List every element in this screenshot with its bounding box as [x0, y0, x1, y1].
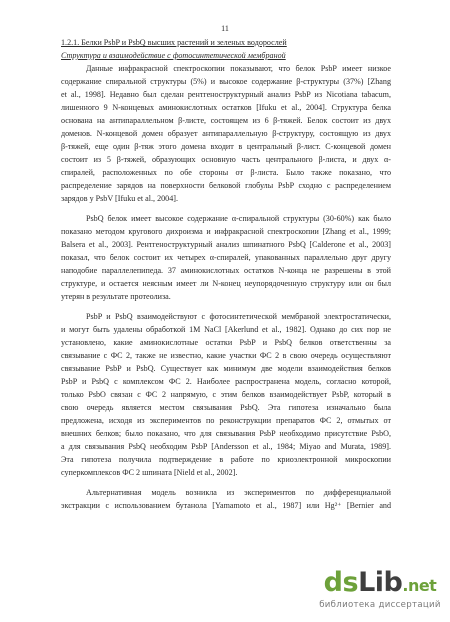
paragraph-line: содержание спиральной структуры (5%) и высокое содержание β-структуры (37%) [Zhang [61, 77, 391, 86]
paragraph-line: внешних белков; было показано, что для связывания PsbP необходимо присутствие PsbO, [61, 429, 391, 438]
paragraph-line: свою очередь является местом связывания PsbQ. Эта гипотеза изначально была [61, 403, 391, 412]
paragraph-membrane-interaction [61, 310, 391, 479]
paragraph-line: Balsera et al., 2003]. Рентгеноструктурный анализ шпинатного PsbQ [Calderone et al., 2003] [61, 240, 391, 249]
paragraph-gap [61, 205, 391, 212]
paragraph-alternative-model [61, 486, 391, 512]
paragraph-line: спиралей, расположенных по обе стороны от β-листа. Было также показано, что [61, 168, 391, 177]
paragraph-line: PsbQ белок имеет высокое содержание α-спиральной структуры (30-60%) как было [86, 214, 391, 223]
paragraph-line: Эта гипотеза получила подтверждение в работе по криоэлектронной микроскопии [61, 455, 391, 464]
paragraph-gap [61, 303, 391, 310]
paragraph-line: а для связывания PsbQ необходим PsbP [Andersson et al., 1984; Miyao and Murata, 1989]. [61, 442, 391, 451]
paragraph-line: связывание PsbP и PsbQ. Существует как минимум две модели взаимодействия белков [61, 364, 391, 373]
paragraph-line: связывание с ФС 2, также не известно, какие участки ФС 2 в свою очередь осуществляют [61, 351, 391, 360]
paragraph-line: Альтернативная модель возникла из экспериментов по дифференциальной [86, 488, 391, 497]
paragraph-line: основана на антипараллельном β-листе, состоящем из 6 β-тяжей. Белок состоит из двух [61, 116, 391, 125]
paragraph-line: лишенного 9 N-концевых аминокислотных остатков [Ifuku et al., 2004]. Структура белка [61, 103, 391, 112]
paragraph-psbq-structure [61, 212, 391, 303]
paragraph-line: показано методом кругового дихроизма и инфракрасной спектроскопии [Zhang et al., 1999; [61, 227, 391, 236]
paragraph-line: доменов. N-концевой домен образует антипараллельную β-структуру, состоящую из двух [61, 129, 391, 138]
page-number: 11 [221, 24, 229, 33]
paragraph-line: Данные инфракрасной спектроскопии показывают, что белок PsbP имеет низкое [86, 64, 391, 73]
paragraph-line: показал, что белок состоит их четырех α-спиралей, упакованных параллельно друг другу [61, 253, 391, 262]
document-body [61, 36, 391, 512]
paragraph-gap [61, 479, 391, 486]
paragraph-line: суперкомплексов ФС 2 шпината [Nield et al., 2002]. [61, 468, 238, 477]
dslib-watermark [318, 568, 442, 618]
paragraph-line: β-тяжей, еще один β-тяж этого домена входит в центральный β-лист. С-концевой домен [61, 142, 391, 151]
paragraph-line: предложена, исходя из экспериментов по реконструкции препаратов ФС 2, отмытых от [61, 416, 391, 425]
section-subheading: Структура и взаимодействие с фотосинтетической мембраной [61, 51, 286, 60]
paragraph-line: состоит из 5 β-тяжей, образующих основную часть центрального β-листа, и двух α- [61, 155, 391, 164]
paragraph-line: PsbP и PsbQ взаимодействуют с фотосинтетической мембраной электростатически, [86, 312, 391, 321]
paragraph-line: распределение зарядов на поверхности белковой глобулы PsbP сходно с распределением [61, 181, 391, 190]
paragraph-line: зарядов у PsbV [Ifuku et al., 2004]. [61, 194, 178, 203]
paragraph-line: только PsbO связан с ФС 2 напрямую, с этим белков взаимодействует PsbP, который в [61, 390, 391, 399]
watermark-logo-net: .net [402, 576, 437, 595]
paragraph-line: PsbP и PsbQ с комплексом ФС 2. Наиболее распространена модель, согласно которой, [61, 377, 391, 386]
paragraph-ir-spectroscopy [61, 62, 391, 205]
paragraph-line: утерян в результате протеолиза. [61, 292, 171, 301]
watermark-logo-lib: Lib [358, 567, 403, 598]
paragraph-line: наподобие параллелепипеда. 37 аминокислотных остатков N-конца не разрешены в этой [61, 266, 391, 275]
paragraph-line: и могут быть удалены обработкой 1М NaCl [Akerlund et al., 1982]. Однако до сих пор не [61, 325, 391, 334]
watermark-caption: библиотека диссертаций [319, 600, 441, 610]
watermark-logo [318, 568, 442, 601]
paragraph-line: структуре, и остается неясным имеет ли N-конец неупорядоченную структуру или он был [61, 279, 391, 288]
paragraph-line: et al., 1998]. Недавно был сделан рентгеноструктурный анализ PsbP из Nicotiana tabacum, [61, 90, 391, 99]
watermark-logo-ds: ds [323, 567, 359, 598]
section-heading: 1.2.1. Белки PsbP и PsbQ высших растений и зеленых водорослей [61, 38, 287, 47]
paragraph-line: установлено, какие аминокислотные остатки PsbP и PsbQ белков ответственны за [61, 338, 391, 347]
paragraph-line: экстракции с использованием бутанола [Yamamoto et al., 1987] или Hg²⁺ [Bernier and [61, 501, 391, 510]
